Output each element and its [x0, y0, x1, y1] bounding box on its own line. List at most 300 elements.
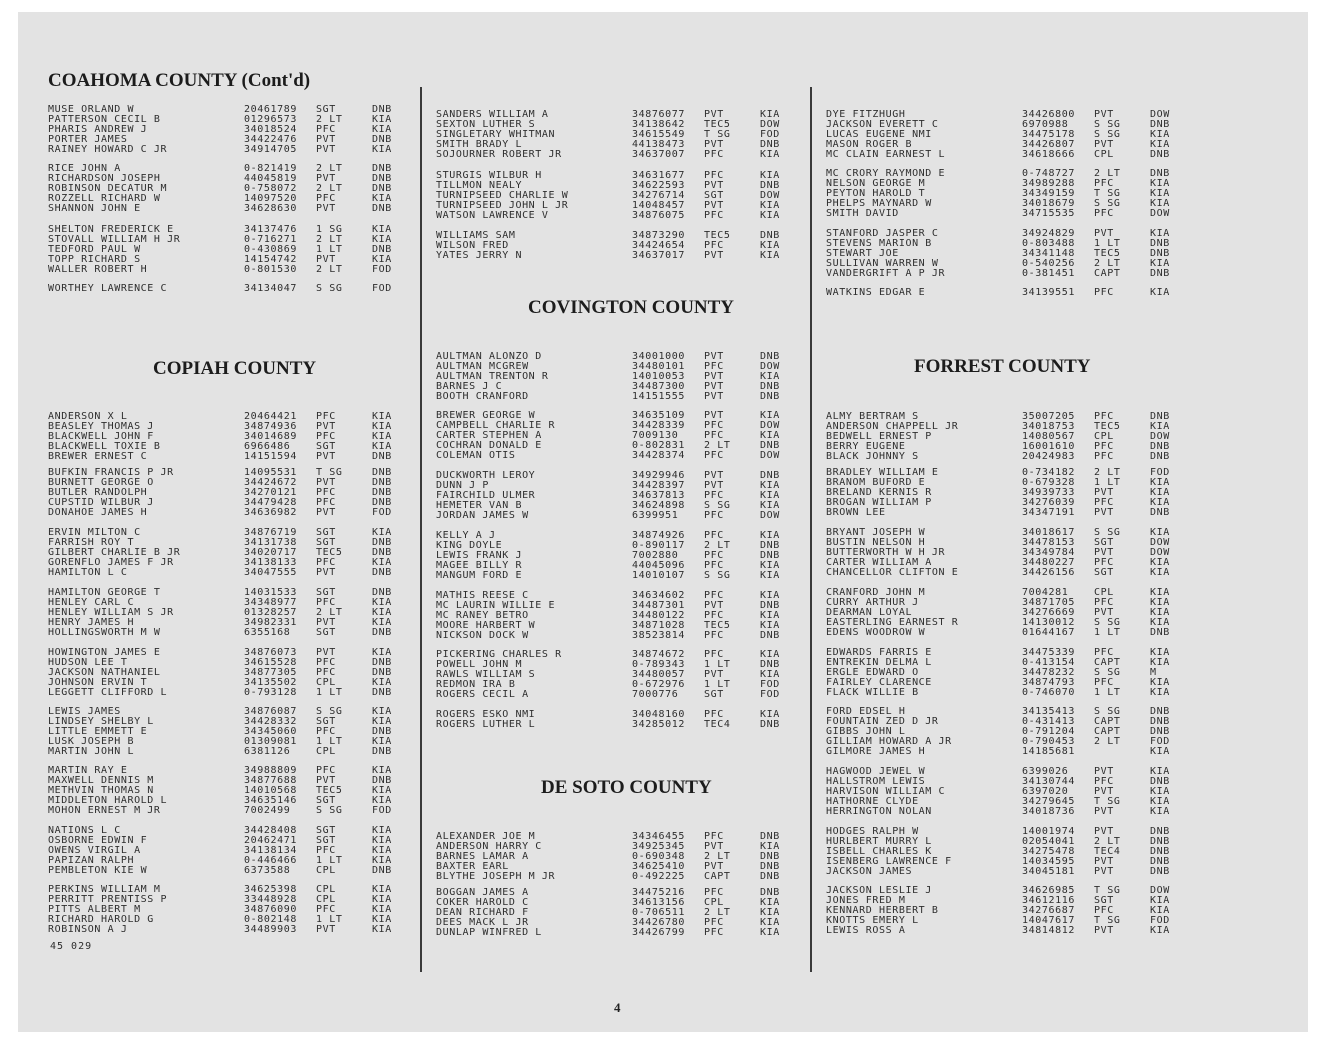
- status-code: FOD: [760, 690, 780, 700]
- serial-number: 14080567: [1022, 432, 1075, 442]
- soldier-name: HUDSON LEE T: [48, 658, 128, 668]
- casualty-row: [826, 468, 1196, 478]
- casualty-group: [48, 468, 418, 518]
- status-code: DNB: [1150, 777, 1170, 787]
- status-code: KIA: [372, 194, 392, 204]
- soldier-name: NELSON GEORGE M: [826, 179, 926, 189]
- serial-number: 34876075: [632, 211, 685, 221]
- casualty-row: [436, 710, 806, 720]
- soldier-name: HOWINGTON JAMES E: [48, 648, 161, 658]
- status-code: DNB: [372, 538, 392, 548]
- rank: PFC: [704, 888, 724, 898]
- casualty-row: [436, 842, 806, 852]
- soldier-name: STOVALL WILLIAM H JR: [48, 235, 181, 245]
- serial-number: 0-802831: [632, 441, 685, 451]
- casualty-row: [48, 628, 418, 638]
- casualty-row: [826, 259, 1196, 269]
- casualty-row: [436, 451, 806, 461]
- rank: PFC: [1094, 288, 1114, 298]
- serial-number: 34020717: [244, 548, 297, 558]
- soldier-name: HENLEY CARL C: [48, 598, 135, 608]
- casualty-row: [436, 241, 806, 251]
- casualty-row: [826, 528, 1196, 538]
- soldier-name: BLACK JOHNNY S: [826, 452, 919, 462]
- status-code: DNB: [1150, 717, 1170, 727]
- soldier-name: YATES JERRY N: [436, 251, 523, 261]
- serial-number: 34426780: [632, 918, 685, 928]
- casualty-row: [48, 442, 418, 452]
- serial-number: 34871028: [632, 621, 685, 631]
- soldier-name: HENRY JAMES H: [48, 618, 135, 628]
- casualty-row: [826, 422, 1196, 432]
- casualty-row: [48, 105, 418, 115]
- serial-number: 14010053: [632, 372, 685, 382]
- soldier-name: GIBBS JOHN L: [826, 727, 906, 737]
- soldier-name: EDWARDS FARRIS E: [826, 648, 932, 658]
- rank: SGT: [316, 588, 336, 598]
- serial-number: 34279645: [1022, 797, 1075, 807]
- soldier-name: ISBELL CHARLES K: [826, 847, 932, 857]
- rank: PVT: [1094, 857, 1114, 867]
- soldier-name: ANDERSON X L: [48, 412, 128, 422]
- casualty-row: [826, 886, 1196, 896]
- casualty-group: [826, 412, 1196, 462]
- casualty-group: [826, 288, 1196, 298]
- casualty-row: [826, 658, 1196, 668]
- soldier-name: SEXTON LUTHER S: [436, 120, 536, 130]
- rank: PFC: [316, 668, 336, 678]
- soldier-name: HERRINGTON NOLAN: [826, 807, 932, 817]
- serial-number: 34135502: [244, 678, 297, 688]
- document-page: [18, 12, 1308, 1032]
- status-code: DNB: [760, 541, 780, 551]
- status-code: KIA: [760, 908, 780, 918]
- serial-number: 34814812: [1022, 926, 1075, 936]
- serial-number: 34874793: [1022, 678, 1075, 688]
- casualty-row: [826, 478, 1196, 488]
- soldier-name: AULTMAN MCGREW: [436, 362, 529, 372]
- casualty-group: [826, 588, 1196, 638]
- casualty-row: [436, 852, 806, 862]
- rank: PFC: [704, 150, 724, 160]
- serial-number: 7002880: [632, 551, 679, 561]
- serial-number: 34426799: [632, 928, 685, 938]
- rank: T SG: [316, 468, 343, 478]
- rank: 2 LT: [704, 541, 731, 551]
- casualty-row: [826, 827, 1196, 837]
- soldier-name: JACKSON JAMES: [826, 867, 913, 877]
- casualty-row: [826, 189, 1196, 199]
- status-code: KIA: [372, 528, 392, 538]
- status-code: DNB: [1150, 707, 1170, 717]
- serial-number: 34276687: [1022, 906, 1075, 916]
- soldier-name: BERRY EUGENE: [826, 442, 906, 452]
- status-code: KIA: [1150, 528, 1170, 538]
- casualty-row: [826, 130, 1196, 140]
- casualty-row: [436, 872, 806, 882]
- casualty-row: [826, 488, 1196, 498]
- status-code: DNB: [760, 862, 780, 872]
- soldier-name: CHANCELLOR CLIFTON E: [826, 568, 959, 578]
- rank: TEC4: [704, 720, 731, 730]
- soldier-name: JONES FRED M: [826, 896, 906, 906]
- serial-number: 34014689: [244, 432, 297, 442]
- casualty-row: [826, 867, 1196, 877]
- soldier-name: HALLSTROM LEWIS: [826, 777, 926, 787]
- casualty-row: [48, 538, 418, 548]
- serial-number: 34276039: [1022, 498, 1075, 508]
- serial-number: 34637007: [632, 150, 685, 160]
- serial-number: 34138642: [632, 120, 685, 130]
- soldier-name: MOORE HARBERT W: [436, 621, 536, 631]
- status-code: KIA: [760, 150, 780, 160]
- rank: PFC: [704, 511, 724, 521]
- rank: PVT: [704, 110, 724, 120]
- soldier-name: ANDERSON HARRY C: [436, 842, 542, 852]
- casualty-group: [436, 531, 806, 581]
- soldier-name: KELLY A J: [436, 531, 496, 541]
- status-code: DNB: [372, 468, 392, 478]
- casualty-row: [48, 747, 418, 757]
- soldier-name: ERGLE EDWARD O: [826, 668, 919, 678]
- rank: CAPT: [704, 872, 731, 882]
- serial-number: 34001000: [632, 352, 685, 362]
- soldier-name: DONAHOE JAMES H: [48, 508, 148, 518]
- rank: SGT: [1094, 538, 1114, 548]
- status-code: KIA: [372, 786, 392, 796]
- soldier-name: WALLER ROBERT H: [48, 265, 148, 275]
- status-code: KIA: [760, 918, 780, 928]
- status-code: KIA: [1150, 747, 1170, 757]
- status-code: KIA: [1150, 130, 1170, 140]
- soldier-name: PAPIZAN RALPH: [48, 856, 135, 866]
- rank: SGT: [1094, 896, 1114, 906]
- rank: CPL: [316, 895, 336, 905]
- rank: SGT: [316, 826, 336, 836]
- serial-number: 0-492225: [632, 872, 685, 882]
- rank: PFC: [1094, 179, 1114, 189]
- serial-number: 34626985: [1022, 886, 1075, 896]
- soldier-name: MANGUM FORD E: [436, 571, 523, 581]
- rank: PVT: [316, 618, 336, 628]
- rank: PFC: [704, 551, 724, 561]
- rank: 1 LT: [1094, 688, 1121, 698]
- status-code: KIA: [372, 598, 392, 608]
- status-code: DNB: [760, 471, 780, 481]
- soldier-name: CAMPBELL CHARLIE R: [436, 421, 556, 431]
- soldier-name: MASON ROGER B: [826, 140, 913, 150]
- soldier-name: BREWER GEORGE W: [436, 411, 536, 421]
- serial-number: 34018617: [1022, 528, 1075, 538]
- county-heading-forrest: FORREST COUNTY: [914, 356, 1091, 377]
- status-code: DNB: [1150, 120, 1170, 130]
- soldier-name: RICE JOHN A: [48, 164, 121, 174]
- serial-number: 34876090: [244, 905, 297, 915]
- casualty-row: [436, 611, 806, 621]
- status-code: DOW: [760, 120, 780, 130]
- status-code: FOD: [760, 130, 780, 140]
- casualty-row: [436, 181, 806, 191]
- rank: PFC: [316, 558, 336, 568]
- status-code: DOW: [760, 421, 780, 431]
- status-code: KIA: [760, 571, 780, 581]
- casualty-row: [48, 796, 418, 806]
- soldier-name: MUSE ORLAND W: [48, 105, 135, 115]
- rank: 1 LT: [1094, 628, 1121, 638]
- soldier-name: SHANNON JOHN E: [48, 204, 141, 214]
- rank: PVT: [704, 201, 724, 211]
- status-code: KIA: [760, 650, 780, 660]
- status-code: DNB: [1150, 857, 1170, 867]
- soldier-name: BUFKIN FRANCIS P JR: [48, 468, 174, 478]
- status-code: DNB: [1150, 727, 1170, 737]
- rank: PVT: [316, 422, 336, 432]
- serial-number: 34874936: [244, 422, 297, 432]
- soldier-name: ISENBERG LAWRENCE F: [826, 857, 952, 867]
- soldier-name: MC CLAIN EARNEST L: [826, 150, 946, 160]
- casualty-row: [48, 245, 418, 255]
- status-code: DNB: [760, 660, 780, 670]
- casualty-row: [436, 362, 806, 372]
- casualty-row: [48, 265, 418, 275]
- rank: PFC: [316, 598, 336, 608]
- casualty-row: [826, 628, 1196, 638]
- casualty-group: [826, 648, 1196, 698]
- casualty-group: [826, 169, 1196, 219]
- status-code: DNB: [372, 164, 392, 174]
- soldier-name: TOPP RICHARD S: [48, 255, 141, 265]
- casualty-row: [826, 707, 1196, 717]
- soldier-name: PICKERING CHARLES R: [436, 650, 562, 660]
- status-code: KIA: [1150, 488, 1170, 498]
- rank: 2 LT: [1094, 737, 1121, 747]
- casualty-row: [826, 797, 1196, 807]
- column-divider-right: [810, 87, 812, 972]
- rank: S SG: [1094, 130, 1121, 140]
- serial-number: 20462471: [244, 836, 297, 846]
- status-code: KIA: [372, 925, 392, 935]
- serial-number: 34130744: [1022, 777, 1075, 787]
- status-code: KIA: [760, 842, 780, 852]
- serial-number: 0-801530: [244, 265, 297, 275]
- rank: S SG: [1094, 120, 1121, 130]
- rank: PVT: [316, 145, 336, 155]
- rank: PFC: [704, 918, 724, 928]
- soldier-name: HATHORNE CLYDE: [826, 797, 919, 807]
- serial-number: 0-821419: [244, 164, 297, 174]
- soldier-name: STURGIS WILBUR H: [436, 171, 542, 181]
- serial-number: 34479428: [244, 498, 297, 508]
- casualty-row: [826, 737, 1196, 747]
- casualty-row: [48, 776, 418, 786]
- soldier-name: CRANFORD JOHN M: [826, 588, 926, 598]
- soldier-name: PEMBLETON KIE W: [48, 866, 148, 876]
- rank: PFC: [316, 432, 336, 442]
- status-code: KIA: [372, 422, 392, 432]
- rank: PFC: [704, 421, 724, 431]
- casualty-row: [826, 648, 1196, 658]
- casualty-row: [436, 621, 806, 631]
- status-code: DNB: [1150, 150, 1170, 160]
- soldier-name: ROGERS CECIL A: [436, 690, 529, 700]
- rank: PFC: [704, 650, 724, 660]
- soldier-name: ROGERS ESKO NMI: [436, 710, 536, 720]
- casualty-row: [48, 905, 418, 915]
- soldier-name: HURLBERT MURRY L: [826, 837, 932, 847]
- status-code: KIA: [760, 501, 780, 511]
- soldier-name: LEWIS JAMES: [48, 707, 121, 717]
- soldier-name: LUCAS EUGENE NMI: [826, 130, 932, 140]
- status-code: KIA: [1150, 598, 1170, 608]
- status-code: DNB: [372, 548, 392, 558]
- casualty-group: [48, 528, 418, 578]
- casualty-row: [48, 284, 418, 294]
- status-code: DNB: [760, 832, 780, 842]
- rank: PVT: [1094, 867, 1114, 877]
- serial-number: 34048160: [632, 710, 685, 720]
- soldier-name: ROBINSON A J: [48, 925, 128, 935]
- rank: PFC: [704, 710, 724, 720]
- rank: PVT: [704, 670, 724, 680]
- status-code: DNB: [760, 392, 780, 402]
- casualty-row: [48, 225, 418, 235]
- soldier-name: DEAN RICHARD F: [436, 908, 529, 918]
- casualty-row: [48, 737, 418, 747]
- rank: SGT: [316, 628, 336, 638]
- status-code: DNB: [372, 452, 392, 462]
- casualty-group: [826, 468, 1196, 518]
- serial-number: 20461789: [244, 105, 297, 115]
- rank: S SG: [1094, 199, 1121, 209]
- casualty-row: [436, 201, 806, 211]
- casualty-row: [436, 481, 806, 491]
- status-code: FOD: [1150, 468, 1170, 478]
- rank: PFC: [704, 211, 724, 221]
- column-divider-left: [420, 87, 422, 972]
- casualty-row: [48, 895, 418, 905]
- status-code: DNB: [1150, 169, 1170, 179]
- serial-number: 34877305: [244, 668, 297, 678]
- rank: PFC: [704, 832, 724, 842]
- soldier-name: WILLIAMS SAM: [436, 231, 516, 241]
- soldier-name: DEARMAN LOYAL: [826, 608, 913, 618]
- casualty-row: [436, 110, 806, 120]
- soldier-name: BLYTHE JOSEPH M JR: [436, 872, 556, 882]
- status-code: DNB: [372, 174, 392, 184]
- serial-number: 34876077: [632, 110, 685, 120]
- serial-number: 34982331: [244, 618, 297, 628]
- serial-number: 34475339: [1022, 648, 1075, 658]
- status-code: DOW: [1150, 548, 1170, 558]
- status-code: DNB: [1150, 508, 1170, 518]
- soldier-name: OWENS VIRGIL A: [48, 846, 141, 856]
- casualty-row: [48, 184, 418, 194]
- serial-number: 34134047: [244, 284, 297, 294]
- rank: 2 LT: [1094, 468, 1121, 478]
- serial-number: 6399951: [632, 511, 679, 521]
- rank: PVT: [316, 255, 336, 265]
- serial-number: 34622593: [632, 181, 685, 191]
- status-code: KIA: [1150, 678, 1170, 688]
- soldier-name: GILBERT CHARLIE B JR: [48, 548, 181, 558]
- status-code: DNB: [372, 184, 392, 194]
- serial-number: 34929946: [632, 471, 685, 481]
- rank: PFC: [316, 905, 336, 915]
- soldier-name: STEVENS MARION B: [826, 239, 932, 249]
- casualty-row: [48, 194, 418, 204]
- casualty-row: [436, 680, 806, 690]
- casualty-row: [826, 608, 1196, 618]
- casualty-row: [436, 411, 806, 421]
- casualty-row: [48, 508, 418, 518]
- serial-number: 34876087: [244, 707, 297, 717]
- casualty-row: [436, 511, 806, 521]
- rank: PFC: [704, 491, 724, 501]
- serial-number: 0-706511: [632, 908, 685, 918]
- rank: PFC: [1094, 209, 1114, 219]
- rank: TEC5: [704, 120, 731, 130]
- soldier-name: DYE FITZHUGH: [826, 110, 906, 120]
- soldier-name: TEDFORD PAUL W: [48, 245, 141, 255]
- soldier-name: CURRY ARTHUR J: [826, 598, 919, 608]
- casualty-group: [48, 885, 418, 935]
- status-code: KIA: [372, 846, 392, 856]
- rank: 1 LT: [316, 245, 343, 255]
- soldier-name: ROGERS LUTHER L: [436, 720, 536, 730]
- rank: 1 LT: [704, 680, 731, 690]
- casualty-group: [48, 164, 418, 214]
- serial-number: 0-890117: [632, 541, 685, 551]
- serial-number: 7002499: [244, 806, 291, 816]
- casualty-row: [436, 541, 806, 551]
- casualty-row: [48, 618, 418, 628]
- serial-number: 44045096: [632, 561, 685, 571]
- serial-number: 34635109: [632, 411, 685, 421]
- column-1: [48, 12, 418, 1032]
- serial-number: 34988809: [244, 766, 297, 776]
- casualty-row: [436, 120, 806, 130]
- casualty-group: [48, 225, 418, 275]
- county-heading-coahoma: COAHOMA COUNTY (Cont'd): [48, 70, 311, 91]
- casualty-row: [826, 678, 1196, 688]
- soldier-name: LEGGETT CLIFFORD L: [48, 688, 168, 698]
- casualty-row: [48, 255, 418, 265]
- serial-number: 34475178: [1022, 130, 1075, 140]
- rank: S SG: [704, 501, 731, 511]
- casualty-group: [826, 886, 1196, 936]
- serial-number: 34428339: [632, 421, 685, 431]
- county-heading-covington: COVINGTON COUNTY: [528, 297, 735, 318]
- status-code: DNB: [760, 888, 780, 898]
- rank: PFC: [704, 241, 724, 251]
- soldier-name: CARTER STEPHEN A: [436, 431, 542, 441]
- serial-number: 34925345: [632, 842, 685, 852]
- serial-number: 34489903: [244, 925, 297, 935]
- serial-number: 34345060: [244, 727, 297, 737]
- status-code: DOW: [1150, 432, 1170, 442]
- rank: TEC4: [1094, 847, 1121, 857]
- status-code: DNB: [1150, 867, 1170, 877]
- serial-number: 34939733: [1022, 488, 1075, 498]
- casualty-row: [436, 372, 806, 382]
- rank: PFC: [704, 591, 724, 601]
- rank: PFC: [1094, 648, 1114, 658]
- serial-number: 34876073: [244, 648, 297, 658]
- casualty-row: [826, 717, 1196, 727]
- rank: PFC: [316, 846, 336, 856]
- casualty-row: [436, 191, 806, 201]
- rank: 2 LT: [316, 265, 343, 275]
